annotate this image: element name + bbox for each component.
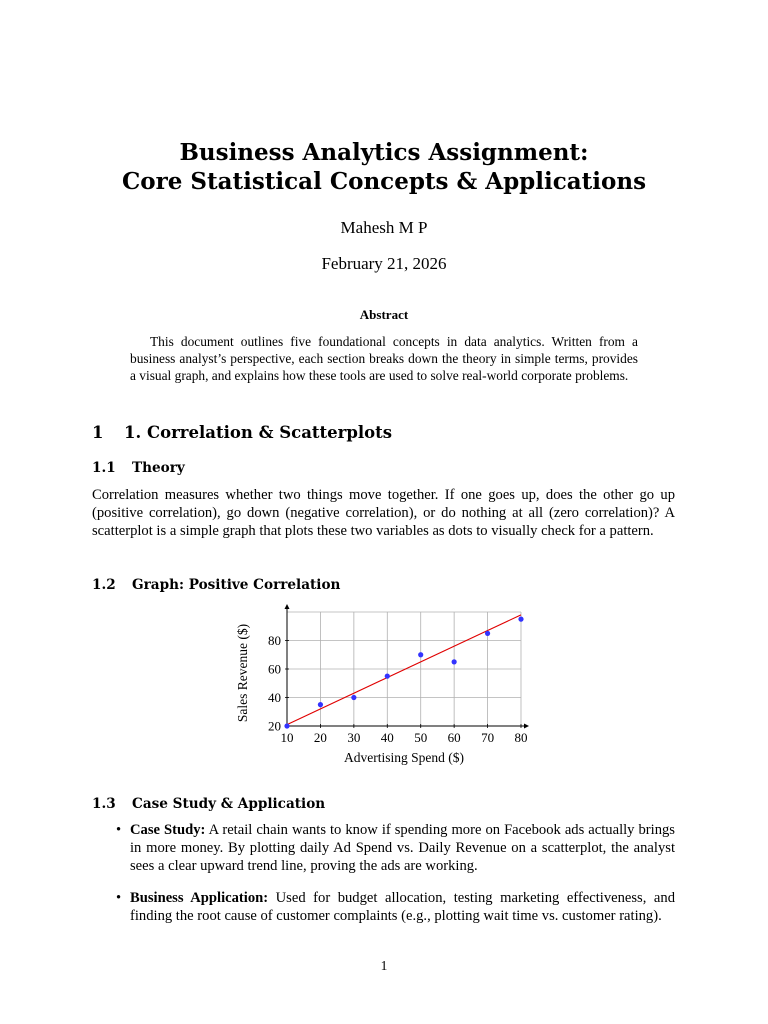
list-item-label: Business Application: <box>130 890 269 906</box>
subsection-graph-heading <box>92 577 340 593</box>
abstract-heading: Abstract <box>359 307 409 322</box>
list-item-text: A retail chain wants to know if spending more on Facebook ads actually brings in more money. By plotting daily Ad Spend vs. Daily Revenue on a scatterplot, the analyst sees a clear upward trend line, proving the ads are working. <box>130 822 675 874</box>
date: February 21, 2026 <box>321 254 447 273</box>
subsection-number: 1.2 <box>92 577 116 593</box>
x-axis-label: Advertising Spend ($) <box>344 750 464 765</box>
theory-paragraph: Correlation measures whether two things move together. If one goes up, does the other go up (positive correlation), go down (negative correlation), or do nothing at all (zero correlation)? A scatterplot is a simple graph that plots these two variables as dots to visually check for a pattern. <box>92 487 675 539</box>
bullet-icon: • <box>116 822 122 838</box>
section-title: 1. Correlation & Scatterplots <box>124 423 393 442</box>
subsection-case-heading <box>92 796 325 812</box>
list-item-text: Used for budget allocation, testing marketing effectiveness, and finding the root cause of customer complaints (e.g., plotting wait time vs. customer rating). <box>130 890 675 924</box>
x-tick-label: 80 <box>514 730 528 745</box>
data-point <box>518 617 523 622</box>
x-axis-arrow <box>524 724 529 729</box>
data-point <box>284 723 289 728</box>
subsection-title: Graph: Positive Correlation <box>132 577 341 593</box>
section-heading <box>92 423 392 442</box>
scatter-chart <box>228 600 548 770</box>
list-item-case-study <box>92 821 675 875</box>
subsection-title: Case Study & Application <box>132 796 326 812</box>
list-item-business-application <box>92 889 675 925</box>
title-line-1: Business Analytics Assignment: <box>179 139 589 166</box>
x-tick-label: 20 <box>313 730 327 745</box>
subsection-number: 1.1 <box>92 460 116 476</box>
data-point <box>485 631 490 636</box>
x-tick-label: 30 <box>347 730 361 745</box>
subsection-theory-heading <box>92 460 185 476</box>
x-tick-label: 10 <box>280 730 294 745</box>
y-tick-label: 40 <box>268 690 281 705</box>
list-item-label: Case Study: <box>130 822 206 838</box>
subsection-number: 1.3 <box>92 796 116 812</box>
y-axis-arrow <box>285 604 290 609</box>
section-number: 1 <box>92 423 104 442</box>
y-tick-label: 80 <box>268 633 281 648</box>
x-tick-label: 40 <box>380 730 394 745</box>
x-tick-label: 60 <box>447 730 461 745</box>
author: Mahesh M P <box>340 218 428 237</box>
title-line-2: Core Statistical Concepts & Applications <box>121 168 647 195</box>
x-tick-label: 70 <box>481 730 495 745</box>
abstract-text: This document outlines five foundational concepts in data analytics. Written from a business analyst’s perspective, each section breaks down the theory in simple terms, provides a visual graph, and explains how these tools are used to solve real-world corporate problems. <box>130 334 638 383</box>
subsection-title: Theory <box>132 460 185 476</box>
data-point <box>452 659 457 664</box>
page-number: 1 <box>380 958 388 973</box>
case-study-list <box>92 821 675 939</box>
bullet-icon: • <box>116 890 122 906</box>
document-title <box>0 138 768 196</box>
data-point <box>318 702 323 707</box>
y-axis-label: Sales Revenue ($) <box>235 623 250 723</box>
data-point <box>418 652 423 657</box>
x-tick-label: 50 <box>414 730 428 745</box>
y-tick-label: 60 <box>268 661 281 677</box>
trend-line <box>287 615 521 725</box>
y-tick-label: 20 <box>268 718 281 734</box>
data-point <box>385 674 390 679</box>
data-point <box>351 695 356 700</box>
